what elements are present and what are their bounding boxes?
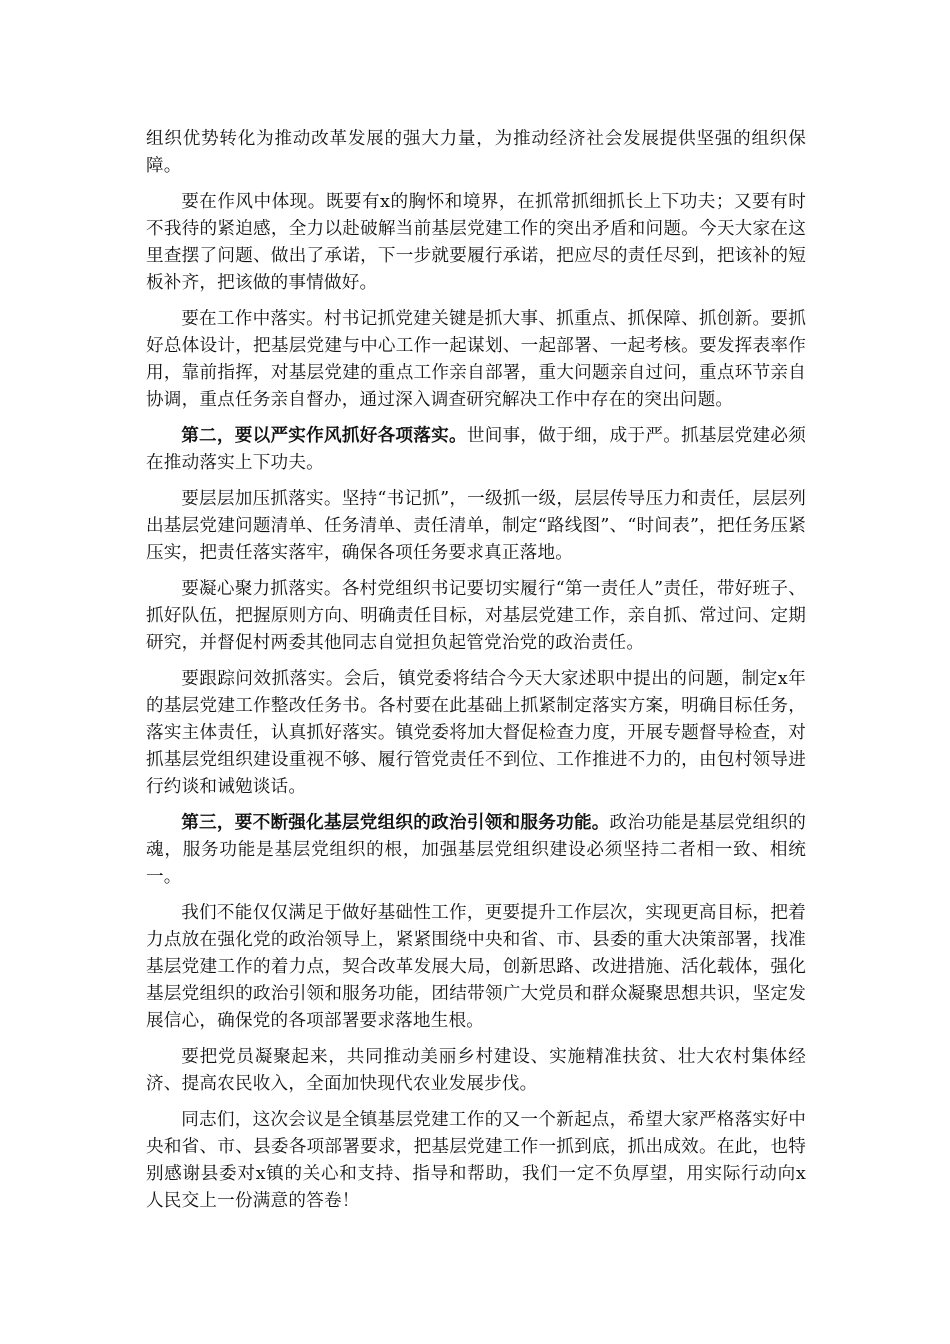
- paragraph-text: 要在作风中体现。既要有x的胸怀和境界，在抓常抓细抓长上下功夫；又要有时不我待的紧迫感，全力以赴破解当前基层党建工作的突出矛盾和问题。今天大家在这里查摆了问题、做出了承诺，下一步就要履行承诺，把应尽的责任尽到，把该补的短板补齐，把该做的事情做好。: [146, 192, 806, 293]
- paragraph-second-point: [146, 422, 806, 477]
- paragraph-text: 我们不能仅仅满足于做好基础性工作，更要提升工作层次，实现更高目标，把着力点放在强化党的政治领导上，紧紧围绕中央和省、市、县委的重大决策部署，找准基层党建工作的着力点，契合改革发展大局，创新思路、改进措施、活化载体，强化基层党组织的政治引领和服务功能，团结带领广大党员和群众凝聚思想共识，坚定发展信心，确保党的各项部署要求落地生根。: [146, 903, 806, 1031]
- paragraph-work-style: [146, 188, 806, 297]
- paragraph-third-point: [146, 809, 806, 891]
- paragraph-lead: 第二，要以严实作风抓好各项落实。: [181, 425, 467, 446]
- paragraph-higher-goals: [146, 899, 806, 1035]
- document-body: [146, 125, 806, 1223]
- paragraph-implementation: [146, 305, 806, 414]
- paragraph-text: 组织优势转化为推动改革发展的强大力量，为推动经济社会发展提供坚强的组织保障。: [146, 129, 806, 176]
- paragraph-lead: 第三，要不断强化基层党组织的政治引领和服务功能。: [181, 812, 610, 833]
- paragraph-text: 要把党员凝聚起来，共同推动美丽乡村建设、实施精准扶贫、壮大农村集体经济、提高农民收入，全面加快现代农业发展步伐。: [146, 1047, 806, 1094]
- paragraph-party-members: [146, 1043, 806, 1098]
- paragraph-text: 同志们，这次会议是全镇基层党建工作的又一个新起点，希望大家严格落实好中央和省、市、县委各项部署要求，把基层党建工作一抓到底，抓出成效。在此，也特别感谢县委对x镇的关心和支持、指导和帮助，我们一定不负厚望，用实际行动向x人民交上一份满意的答卷！: [146, 1110, 806, 1211]
- paragraph-continuation: [146, 125, 806, 180]
- paragraph-text: 要在工作中落实。村书记抓党建关键是抓大事、抓重点、抓保障、抓创新。要抓好总体设计，把基层党建与中心工作一起谋划、一起部署、一起考核。要发挥表率作用，靠前指挥，对基层党建的重点工作亲自部署，重大问题亲自过问，重点环节亲自协调，重点任务亲自督办，通过深入调查研究解决工作中存在的突出问题。: [146, 309, 806, 410]
- paragraph-text: 要层层加压抓落实。坚持“书记抓”，一级抓一级，层层传导压力和责任，层层列出基层党建问题清单、任务清单、责任清单，制定“路线图”、“时间表”，把任务压紧压实，把责任落实落牢，确保各项任务要求真正落地。: [146, 489, 806, 563]
- paragraph-follow-up: [146, 665, 806, 801]
- paragraph-layered-pressure: [146, 485, 806, 567]
- paragraph-closing: [146, 1106, 806, 1215]
- paragraph-text: 要凝心聚力抓落实。各村党组织书记要切实履行“第一责任人”责任，带好班子、抓好队伍，把握原则方向、明确责任目标，对基层党建工作，亲自抓、常过问、定期研究，并督促村两委其他同志自觉担负起管党治党的政治责任。: [146, 579, 806, 653]
- paragraph-text: 政治功能是基层党组织的魂，服务功能是基层党组织的根，加强基层党组织建设必须坚持二者相一致、相统一。: [146, 813, 806, 887]
- paragraph-text: 世间事，做于细，成于严。抓基层党建必须在推动落实上下功夫。: [146, 426, 806, 473]
- paragraph-unite-effort: [146, 575, 806, 657]
- paragraph-text: 要跟踪问效抓落实。会后，镇党委将结合今天大家述职中提出的问题，制定x年的基层党建工作整改任务书。各村要在此基础上抓紧制定落实方案，明确目标任务，落实主体责任，认真抓好落实。镇党委将加大督促检查力度，开展专题督导检查，对抓基层党组织建设重视不够、履行管党责任不到位、工作推进不力的，由包村领导进行约谈和诫勉谈话。: [146, 669, 806, 797]
